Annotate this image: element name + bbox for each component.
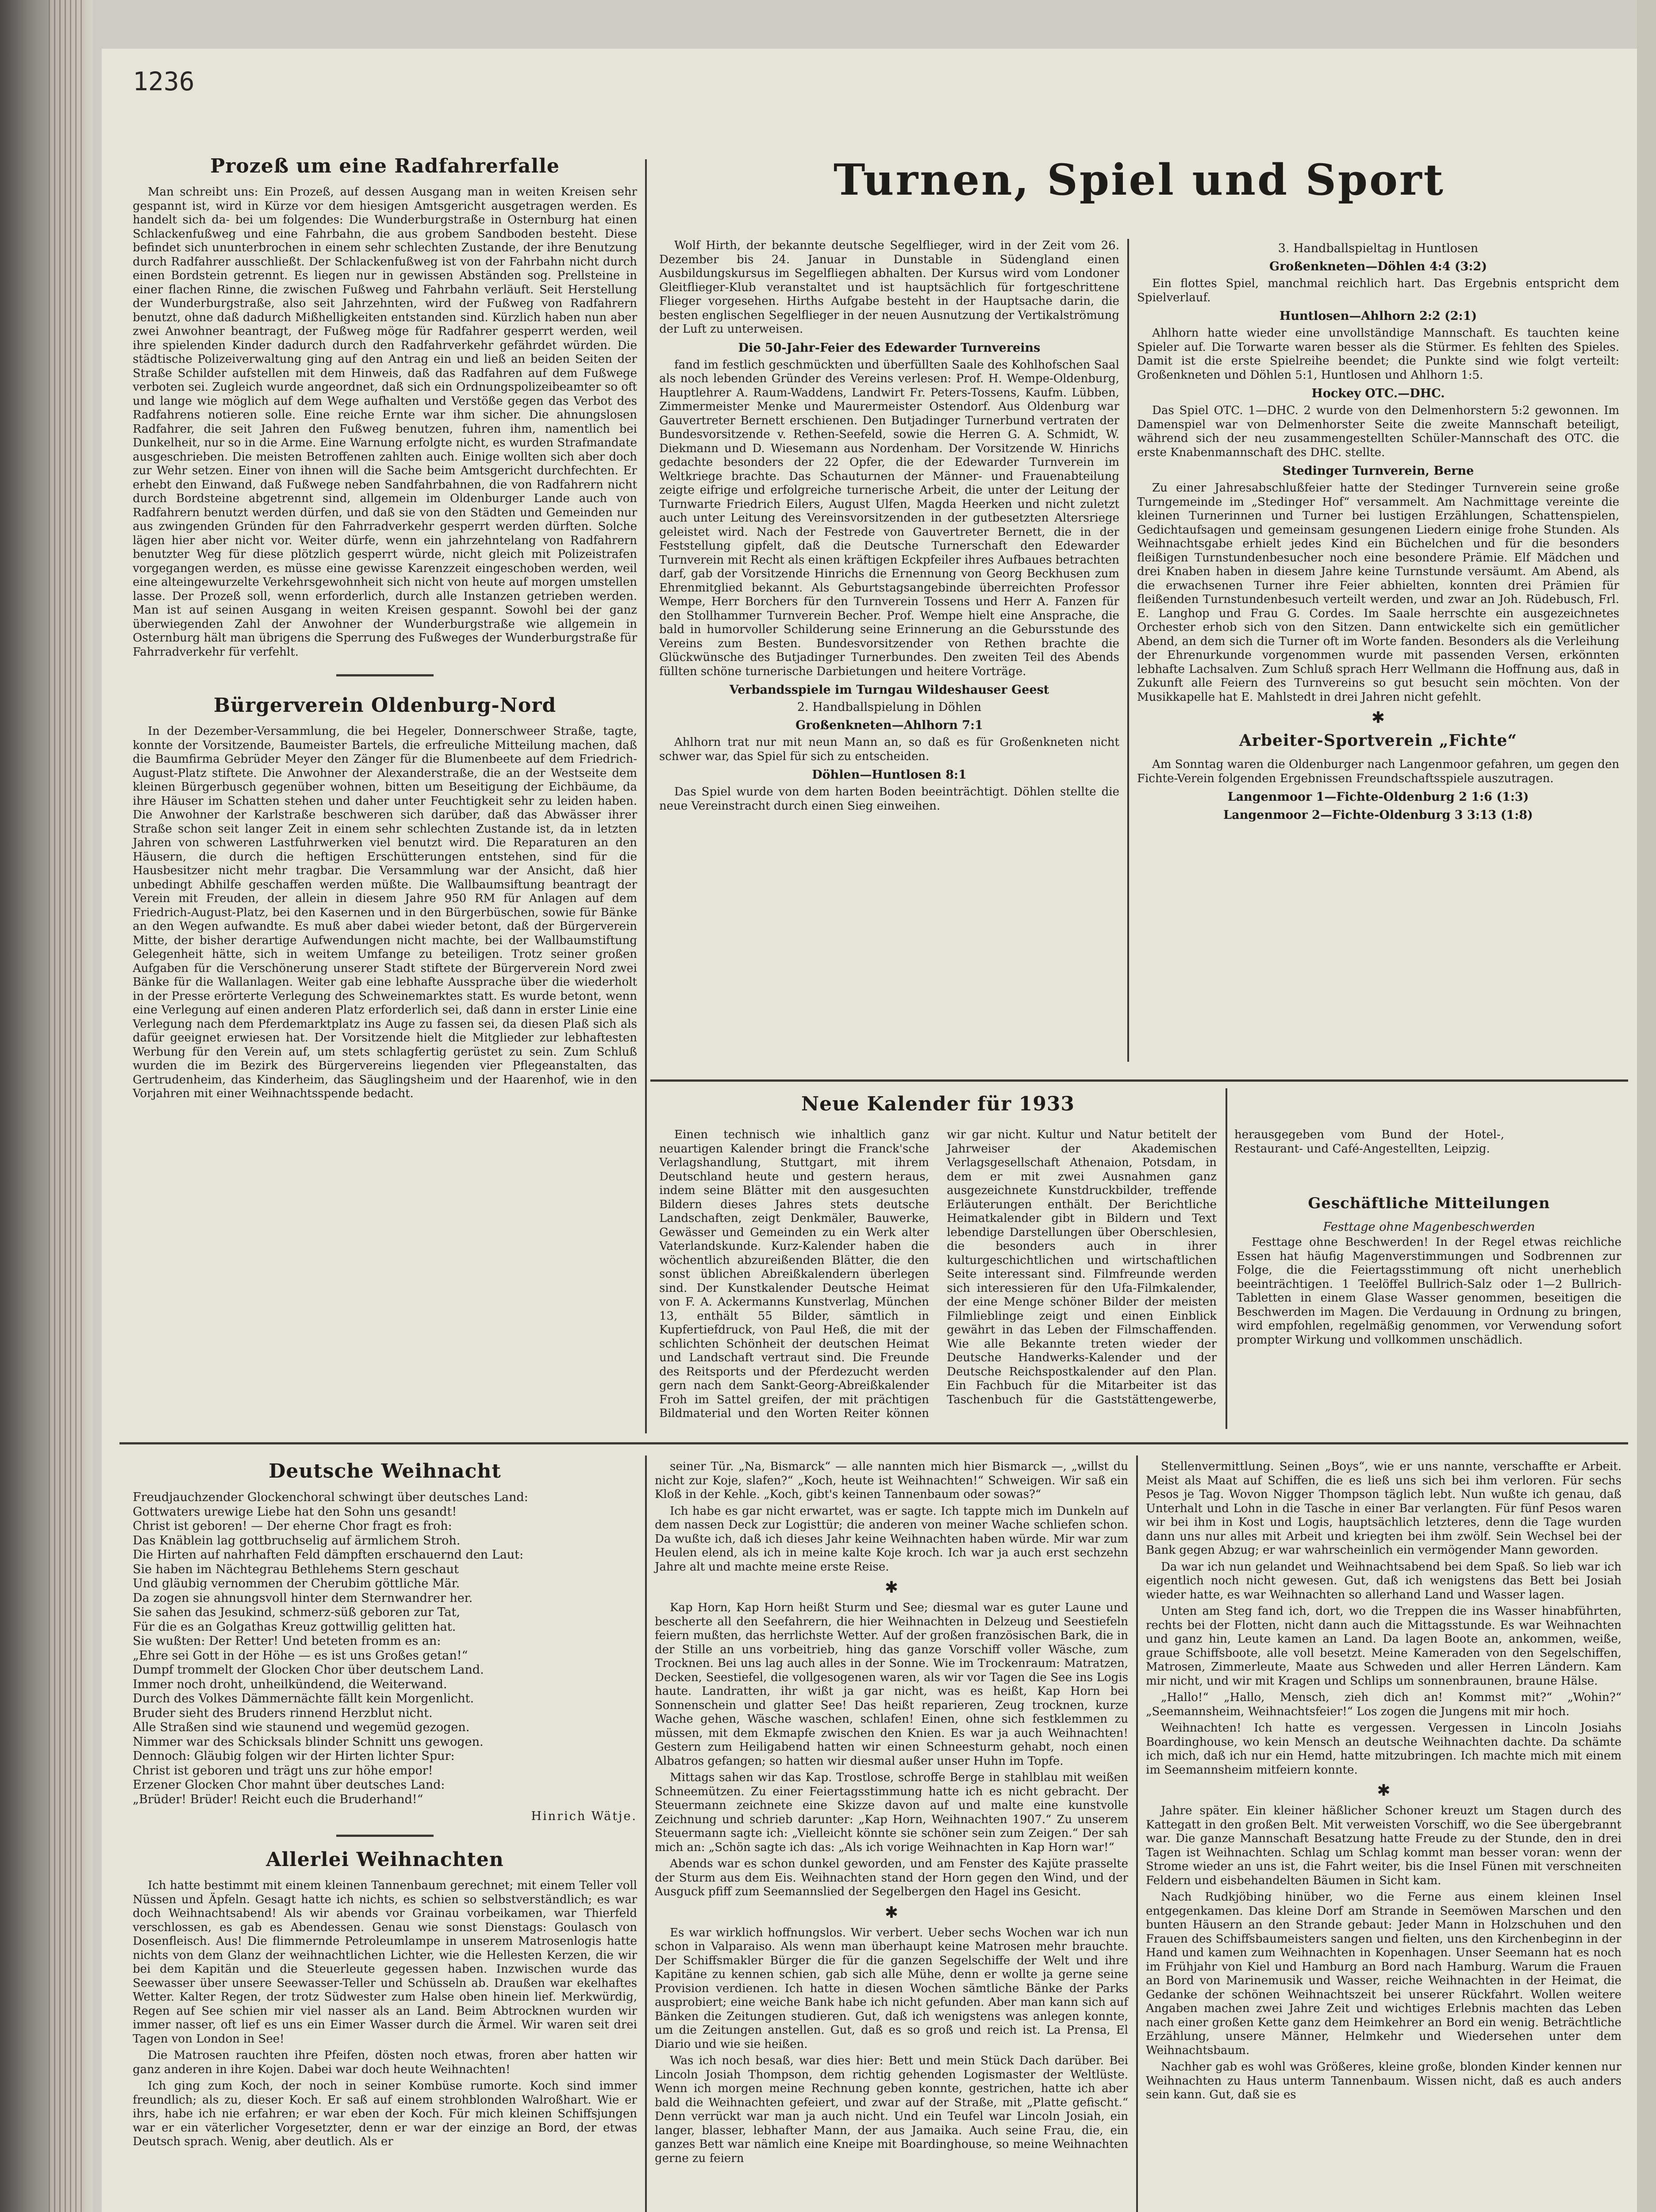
article-hirth: Wolf Hirth, der bekannte deutsche Segelflieger, wird in der Zeit vom 26. Dezember bis 24. Januar in Dunstable in Südengland einen Ausbildungskursus im Segelfliegen abhalten. Der Kursus wird vom Londoner Gleitflieger-Klub veranstaltet und ist hauptsächlich für fortgeschrittene Flieger vorgesehen. Hirths Aufgabe besteht in der Hauptsache darin, die besten englischen Segelflieger in der neuen Ausnutzung der Vertikalströmung der Luft zu unterweisen. — [659, 239, 1119, 336]
headline-prozess: Prozeß um eine Radfahrerfalle — [210, 155, 560, 177]
column-sport-b — [1137, 239, 1619, 1079]
poem-line: „Brüder! Brüder! Reicht euch die Bruderhand!“ — [133, 1792, 423, 1806]
divider — [336, 674, 434, 676]
headline-weihnacht: Deutsche Weihnacht — [269, 1460, 501, 1482]
report-3: Ein flottes Spiel, manchmal reichlich hart. Das Ergebnis entspricht dem Spielverlauf. — [1137, 277, 1619, 304]
poem-line: Gottwaters urewige Liebe hat den Sohn uns gesandt! — [133, 1505, 457, 1519]
story-paragraph: Abends war es schon dunkel geworden, und am Fenster des Kajüte prasselte der Sturm aus dem Eis. Weihnachten stand der Horn gegen den Wind, und der Ausguck pfiff zum Seemannslied der Segelbergen den Hagel ins Gesicht. — [655, 1857, 1128, 1898]
story-paragraph: Nach Rudkjöbing hinüber, wo die Ferne aus einem kleinen Insel entgegenkamen. Das kleine Dorf am Strande in Seemöwen Marschen und den bunten Häusern an den Strande gebaut: Jeder Mann in Holzschuhen und den Frauen des Schiffsbaumeisters sangen und fielten, uns den Kirchenbeginn in der Hand und kamen zum Weihnachten in Kopenhagen. Unser Seemann hat es noch im Frühjahr von Kiel und Hamburg an Bord nach Hamburg. Warum die Frauen an Bord von Marinemusik und Wasser, reiche Weihnachten in der Heimat, die Gedanke der schönen Weihnachtszeit bei unserer Rückfahrt. Wollen weitere Angaben machen zwei Jahre Zeit und wichtiges Erlebnis machten das Leben nach einer großen Kette ganz dem Heimkehrer an Bord ein wenig. Beträchtliche Erzählung, unsere Männer, Helmkehr und Wiedersehen unter dem Weihnachtsbaum. — [1146, 1890, 1621, 2057]
article-stedinger: Zu einer Jahresabschlußfeier hatte der Stedinger Turnverein seine große Turngemeinde im „Stedinger Hof“ versammelt. Am Nachmittage vereinte die kleinen Turnerinnen und Turner bei lustigen Erzählungen, Schattenspielen, Gedichtaufsagen und gemeinsam gesungenen Liedern einige frohe Stunden. Als Weihnachtsgabe erhielt jedes Kind ein Büchelchen und für die besonders fleißigen Turnstundenbesucher noch eine besondere Prämie. Elf Mädchen und drei Knaben haben in diesem Jahre keine Turnstunde versäumt. Am Abend, als die erwachsenen Turner ihre Feier abhielten, konnten drei Prämien für fleißenden Turnstundenbesuch verteilt werden, und zwar an Joh. Rüdebusch, Frl. E. Langhop und Frau G. Cordes. Im Saale herrschte ein ausgezeichnetes Orchester erhob sich von den Sitzen. Dann entwickelte sich ein gemütlicher Abend, an dem sich die Turner oft im Worte fanden. Besonders als die Verleihung der Ehrenurkunde vorgenommen wurde mit passenden Versen, erkönnten lebhafte Lachsalven. Zum Schluß sprach Herr Wellmann die Hoffnung aus, daß in Zukunft alle Feiern des Turnvereins so gut besucht sein möchten. Von der Musikkapelle hat E. Mahlstedt in drei Jahren nicht gefehlt. — [1137, 481, 1619, 704]
divider — [336, 1835, 434, 1837]
poem-line: Das Knäblein lag gottbruchselig auf ärmlichem Stroh. — [133, 1533, 461, 1548]
poem-line: Erzener Glocken Chor mahnt über deutsches Land: — [133, 1778, 445, 1792]
article-prozess: Man schreibt uns: Ein Prozeß, auf dessen Ausgang man in weiten Kreisen sehr gespannt ist, wird in Kürze vor dem hiesigen Amtsgericht ausgetragen werden. Es handelt sich da- bei um folgendes: Die Wunderburgstraße in Osternburg hat einen Schlackenfußweg und eine Fahrbahn, die aus grobem Sandboden besteht. Diese befindet sich ununterbrochen in einem sehr schlechten Zustande, der ihre Benutzung durch Radfahrer ausschließt. Der Schlackenfußweg ist von der Fahrbahn nicht durch einen Bordstein getrennt. Es liegen nur in gewissen Abständen sog. Prellsteine in einer flachen Rinne, die zwischen Fußweg und Fahrbahn verläuft. Seit Herstellung der Wunderburgstraße, also seit Jahrzehnten, wird der Fußweg von Radfahrern benutzt, ohne daß dadurch Mißhelligkeiten entstanden sind. Kürzlich haben nun aber zwei Anwohner beantragt, der Fußweg möge für Radfahrer gesperrt werden, weil ihre spielenden Kinder dadurch durch den Radfahrverkehr gefährdet würden. Die städtische Polizeiverwaltung ging auf den Antrag ein und ließ an beiden Seiten der Straße Schilder aufstellen mit dem Hinweis, daß das Radfahren auf dem Fußwege verboten sei. Zugleich wurde angeordnet, daß sich ein Ordnungspolizeibeamter so oft und lange wie möglich auf dem Wege aufhalten und Verstöße gegen das Verbot des Radfahrens notieren solle. Eine reiche Ernte war ihm sicher. Die ahnungslosen Radfahrer, die seit Jahren den Fußweg benutzen, fuhren ihm, namentlich bei Dunkelheit, nur so in die Arme. Eine Warnung erfolgte nicht, es wurden Strafmandate ausgeschrieben. Die meisten Betroffenen zahlten auch. Einige wollten sich aber doch zur Wehr setzen. Einer von ihnen will die Sache beim Amtsgericht durchfechten. Er erhebt den Einwand, daß Fußwege neben Sandfahrbahnen, die von Radfahrern nicht durch Bordsteine abgetrennt sind, allgemein im Oldenburger Lande auch von Radfahrern benutzt werden dürfen, und daß sie von den Städten und Gemeinden nur aus zwingenden Gründen für den Fahrradverkehr gesperrt werden dürften. Solche lägen hier aber nicht vor. Weiter dürfe, wenn ein jahrzehntelang von Radfahrern benutzter Weg für diese plötzlich gesperrt würde, nicht gleich mit Polizeistrafen vorgegangen werden, es müsse eine gewisse Karenzzeit eingeschoben werden, weil eine alteingewurzelte Verkehrsgewohnheit sich nicht von heute auf morgen umstellen lasse. Der Prozeß soll, wenn erforderlich, durch alle Instanzen getrieben werden. Man ist auf seinen Ausgang in weiten Kreisen gespannt. Sowohl bei der ganz überwiegenden Zahl der Anwohner der Wunderburgstraße wie allgemein in Osternburg hält man übrigens die Sperrung des Fußweges der Wunderburgstraße für Fahrradverkehr für verfehlt. — [133, 185, 637, 659]
poem-line: Alle Straßen sind wie staunend und wegemüd gezogen. — [133, 1720, 470, 1734]
subhead-fichte: Arbeiter-Sportverein „Fichte“ — [1239, 731, 1518, 750]
subhead-edewarder: Die 50-Jahr-Feier des Edewarder Turnvereins — [738, 341, 1041, 355]
headline-mitteilungen: Geschäftliche Mitteilungen — [1308, 1194, 1550, 1212]
column-rule — [1226, 1088, 1227, 1429]
story-paragraph: Es war wirklich hoffnungslos. Wir verbert. Ueber sechs Wochen war ich nun schon in Valparaiso. Als wenn man überhaupt keine Matrosen mehr brauchte. Der Schiffsmakler Bürger die für die ganzen Segelschiffe der Welt und ihre Kapitäne zu kennen schien, gab sich alle Mühe, denn er wollte ja gerne seine Provision verdienen. Ich hatte in diesen Wochen sämtliche Bänke der Parks ausprobiert; eine weiche Bank habe ich nicht gefunden. Aber man kann sich auf Bänken die Zeitungen studieren. Gut, daß ich wenigstens was anlegen konnte, um die Zeitungen anstellen. Gut, daß es so groß und reich ist. La Prensa, El Diario und wie sie heißen. — [655, 1926, 1128, 2051]
poem-line: Die Hirten auf nahrhaften Feld dämpften erschauernd den Laut: — [133, 1548, 524, 1562]
column-bottom-middle — [655, 1460, 1128, 2212]
poem-author: Hinrich Wätje. — [531, 1809, 637, 1823]
poem-line: Freudjauchzender Glockenchoral schwingt über deutsches Land: — [133, 1490, 528, 1504]
asterisk-divider: ✱ — [1377, 1782, 1391, 1800]
page-edges — [49, 0, 84, 2212]
story-paragraph: Stellenvermittlung. Seinen „Boys“, wie er uns nannte, verschaffte er Arbeit. Meist als Maat auf Schiffen, die es ließ uns sich bei ihm verloren. Für sechs Pesos je Tag. Wovon Nigger Thompson täglich lebt. Nun wußte ich genau, daß Unterhalt und Lohn in die Tasche in einer Bar verlangten. Für fünf Pesos waren wir bei ihm in Kost und Logis, hauptsächlich letzteres, denn die Tage wurden dann uns nur alles mit Arbeit und kriegten bei ihm zwölf. Sein Wechsel bei der Bank gegen Abzug; er war wahrscheinlich ein vermögender Mann geworden. — [1146, 1460, 1621, 1557]
result-fichte-1: Langenmoor 1—Fichte-Oldenburg 2 1:6 (1:3) — [1227, 790, 1529, 804]
story-paragraph: Nachher gab es wohl was Größeres, kleine große, blonden Kinder kennen nur Weihnachten zu Haus unterm Tannenbaum. Wissen nicht, daß es auch anders sein kann. Gut, daß sie es — [1146, 2060, 1621, 2101]
story-paragraph: Unten am Steg fand ich, dort, wo die Treppen die ins Wasser hinabführten, rechts bei der Flotten, nicht dann auch die Mittagsstunde. Es war Weihnachten und ganz hin, Leute kamen an Land. Da lagen Boote an, ankommen, weiße, graue Schiffsboote, alle voll besetzt. Meine Kameraden von den Segelschiffen, Matrosen, Zimmerleute, Maate aus Schweden und aller Herren Ländern. Kam mir nicht, und wir mit Kragen und Schlips um sonnenbraunen, braune Hälse. — [1146, 1605, 1621, 1688]
result-hockey: Hockey OTC.—DHC. — [1311, 387, 1445, 400]
horizontal-rule — [650, 1079, 1628, 1082]
result-3: Großenkneten—Döhlen 4:4 (3:2) — [1269, 260, 1487, 273]
poem-line: Dumpf trommelt der Glocken Chor über deutschem Land. — [133, 1663, 484, 1677]
poem-line: „Ehre sei Gott in der Höhe — es ist uns Großes getan!“ — [133, 1648, 468, 1663]
asterisk-divider: ✱ — [884, 1578, 899, 1597]
column-sport-a — [659, 239, 1119, 1079]
right-edge — [1637, 0, 1656, 2212]
column-left-top — [133, 155, 637, 1460]
column-rule — [645, 159, 647, 1433]
subhead-huntlosen: 3. Handballspieltag in Huntlosen — [1278, 242, 1479, 255]
poem-line: Christ ist geboren! — Der eherne Chor fragt es froh: — [133, 1519, 452, 1533]
result-2: Döhlen—Huntlosen 8:1 — [812, 768, 967, 782]
subhead-verbandsspiele: Verbandsspiele im Turngau Wildeshauser Geest — [729, 683, 1049, 697]
asterisk-divider: ✱ — [884, 1903, 899, 1922]
poem-line: Sie sahen das Jesukind, schmerz-süß geboren zur Tat, — [133, 1605, 460, 1619]
article-kalender: Einen technisch wie inhaltlich ganz neuartigen Kalender bringt die Franck'sche Verlagshandlung, Stuttgart, mit ihrem Deutschland heute und gestern heraus, indem seine Blätter mit den ausgesuchten Bildern dieses Jahres stets deutsche Landschaften, zeigt Denkmäler, Bauwerke, Gewässer und Gemeinden zu ein Werk alter Vaterlandskunde. Kurz-Kalender haben die wöchentlich abzureißenden Blätter, die den sonst üblichen Abreißkalendern überlegen sind. Der Kunstkalender Deutsche Heimat von F. A. Ackermanns Kunstverlag, München 13, enthält 55 Bilder, sämtlich in Kupfertiefdruck, von Paul Heß, die mit der schlichten Schönheit der deutschen Heimat und Landschaft vertraut sind. Die Freunde des Reitsports und der Pferdezucht werden gern nach dem Sankt-Georg-Abreißkalender Froh im Sattel greifen, der mit prächtigen Bildmaterial und den Worten Reiter können wir gar nicht. Kultur und Natur betitelt der Jahrweiser der Akademischen Verlagsgesellschaft Athenaion, Potsdam, in dem er mit zwei Ausnahmen ganz ausgezeichnete Kunstdruckbilder, treffende Erläuterungen enthält. Der Berichtliche Heimatkalender gibt in Bildern und Text lebendige Darstellungen über Oberschlesien, die besonders auch in ihrer kulturgeschichtlichen und wirtschaftlichen Seite interessant sind. Filmfreunde werden sich interessieren für den Ufa-Filmkalender, der eine Menge schöner Bilder der meisten Filmlieblinge zeigt und einen Einblick gewährt in das Leben der Filmschaffenden. Wie alle Bekannte treten wieder der Deutsche Handwerks-Kalender und der Deutsche Reichspostkalender auf den Plan. Ein Fachbuch für die Mitarbeiter ist das Taschenbuch für die Gaststättengewerbe, herausgegeben vom Bund der Hotel-, Restaurant- und Café-Angestellten, Leipzig. — [659, 1128, 1504, 1420]
story-paragraph: Die Matrosen rauchten ihre Pfeifen, dösten noch etwas, froren aber hatten wir ganz anderen in ihre Kojen. Dabei war doch heute Weihnachten! — [133, 2049, 637, 2076]
article-mitteilungen: Festtage ohne Beschwerden! In der Regel etwas reichliche Essen hat häufig Magenverstimmungen und Sodbrennen zur Folge, die die Feiertagsstimmung oft nicht unerheblich beeinträchtigen. 1 Teelöffel Bullrich-Salz oder 1—2 Bullrich-Tabletten in einem Glase Wasser genommen, beseitigen die Beschwerden im Magen. Die Verdauung in Ordnung zu bringen, wird empfohlen, regelmäßig genommen, vor Verwendung sofort prompter Wirkung und vollkommen unschädlich. — [1237, 1236, 1621, 1347]
asterisk-divider: ✱ — [1371, 709, 1385, 727]
report-4: Ahlhorn hatte wieder eine unvollständige Mannschaft. Es tauchten keine Spieler auf. Die Torwarte waren besser als die Stürmer. Es fehlten des Spieles. Damit ist die erste Spielreihe beendet; die Punkte sind wie folgt verteilt: Großenkneten und Döhlen 5:1, Huntlosen und Ahlhorn 1:5. — [1137, 326, 1619, 382]
story-paragraph: Jahre später. Ein kleiner häßlicher Schoner kreuzt um Stagen durch des Kattegatt in den großen Belt. Mit verweisten Vorschiff, wo die See übergebrannt war. Die ganze Mannschaft Besatzung hatte Freude zu der Stunde, den in drei Tagen ist Weihnachten. Schlag um Schlag kommt man besser voran: wenn der Strome wieder an uns ist, die Fahrt weiter, bis die Insel Fünen mit verschneiten Feldern und eisbehandelten Bäumen in Sicht kam. — [1146, 1804, 1621, 1887]
horizontal-rule — [119, 1442, 1628, 1444]
poem — [133, 1490, 637, 1807]
poem-line: Durch des Volkes Dämmernächte fällt kein Morgenlicht. — [133, 1692, 474, 1705]
article-fichte: Am Sonntag waren die Oldenburger nach Langenmoor gefahren, um gegen den Fichte-Verein folgenden Ergebnissen Freundschaftsspiele auszutragen. — [1137, 758, 1619, 785]
section-headline-sport: Turnen, Spiel und Sport — [834, 155, 1445, 205]
poem-line: Und gläubig vernommen der Cherubim göttliche Mär. — [133, 1577, 460, 1590]
story-paragraph: Mittags sahen wir das Kap. Trostlose, schroffe Berge in stahlblau mit weißen Schneemützen. Zu einer Feiertagsstimmung hatte ich es nicht gebracht. Der Steuermann zeichnete eine Skizze davon auf und malte eine kunstvolle Zeichnung und schrieb darunter: „Kap Horn, Weihnachten 1907.“ Zu unserem Steuermann sagte ich: „Vielleicht könnte sie schöner sein zum Zeigen.“ Der sah mich an: „Schön sagte ich das: „Als ich vorige Weihnachten in Kap Horn war!“ — [655, 1771, 1128, 1854]
story-paragraph: Weihnachten! Ich hatte es vergessen. Vergessen in Lincoln Josiahs Boardinghouse, wo kein Mensch an deutsche Weihnachten dachte. Da schämte ich mich, daß ich nur ein Hemd, hatte mitzubringen. Ich machte mich mit einem im Seemannsheim mitfeiern konnte. — [1146, 1721, 1621, 1777]
story-paragraph: seiner Tür. „Na, Bismarck“ — alle nannten mich hier Bismarck —, „willst du nicht zur Koje, slafen?“ „Koch, heute ist Weihnachten!“ Schweigen. Wir saß ein Kloß in der Kehle. „Koch, gibt's keinen Tannenbaum oder sowas?“ — [655, 1460, 1128, 1501]
subhead-festtage: Festtage ohne Magenbeschwerden — [1323, 1220, 1535, 1234]
poem-line: Dennoch: Gläubig folgen wir der Hirten lichter Spur: — [133, 1749, 455, 1763]
report-1: Ahlhorn trat nur mit neun Mann an, so daß es für Großenkneten nicht schwer war, das Spiel für sich zu entscheiden. — [659, 736, 1119, 763]
poem-line: Sie haben im Nächtegrau Bethlehems Stern geschaut — [133, 1562, 459, 1576]
story-paragraph: Ich habe es gar nicht erwartet, was er sagte. Ich tappte mich im Dunkeln auf dem nassen Deck zur Logisttür; die anderen von meiner Wache schliefen schon. Da wußte ich, daß ich dieses Jahr keine Weihnachten haben würde. Mir war zum Heulen elend, als ich in meine kalte Koje kroch. Ich war ja auch erst sechzehn Jahre alt und machte meine erste Reise. — [655, 1504, 1128, 1574]
poem-line: Sie wußten: Der Retter! Und beteten fromm es an: — [133, 1634, 441, 1648]
report-2: Das Spiel wurde von dem harten Boden beeinträchtigt. Döhlen stellte die neue Vereinstracht durch einen Sieg einweihen. — [659, 785, 1119, 813]
article-edewarder: fand im festlich geschmückten und überfüllten Saale des Kohlhofschen Saal als noch lebenden Gründer des Vereins verlesen: Prof. H. Wempe-Oldenburg, Hauptlehrer A. Raum-Waddens, Landwirt Fr. Peters-Tossens, Kaufm. Lübben, Zimmermeister Menke und Maurermeister Ostendorf. Aus Oldenburg war Gauvertreter Bernett erschienen. Den Butjadinger Turnerbund vertraten der Bundesvorsitzende v. Rethen-Seefeld, sowie die Herren G. A. Schmidt, W. Diekmann und D. Wiesemann aus Nordenham. Der Vorsitzende W. Hinrichs gedachte besonders der 22 Opfer, die der Edewarder Turnverein im Weltkriege brachte. Das Schauturnen der Männer- und Frauenabteilung zeigte eifrige und erfolgreiche turnerische Arbeit, die unter der Leitung der Turnwarte Friedrich Eilers, August Ulfen, Magda Heerken und nicht zuletzt auch unter Leitung des Vereinsvorsitzenden in der gutbesetzten Altersriege geleistet wird. Nach der Festrede von Gauvertreter Bernett, die in der Feststellung gipfelt, daß die Deutsche Turnerschaft den Edewarder Turnverein mit Recht als einen kräftigen Eckpfeiler ihres Aufbaues betrachten darf, gab der Vorsitzende Hinrichs die Ernennung von Georg Beckhusen zum Ehrenmitglied bekannt. Als Geburtstagsangebinde überreichten Professor Wempe, Herr Borchers für den Turnverein Tossens und Herr A. Fanzen für den Stollhammer Turnverein Becher. Prof. Wempe hielt eine Ansprache, die bald in humorvoller Schilderung seine Erinnerung an die Gebursstunde des Vereins zum Besten. Bundesvorsitzender von Rethen brachte die Glückwünsche des Butjadinger Turnerbundes. Den zweiten Teil des Abends füllten schöne turnerische Darbietungen und heitere Vorträge. — [659, 358, 1119, 678]
result-4: Huntlosen—Ahlhorn 2:2 (2:1) — [1279, 309, 1477, 323]
subhead-stedinger: Stedinger Turnverein, Berne — [1282, 464, 1474, 478]
story-paragraph: Ich hatte bestimmt mit einem kleinen Tannenbaum gerechnet; mit einem Teller voll Nüssen und Äpfeln. Gesagt hatte ich nichts, es schien so selbstverständlich; es war doch Weihnachtsabend! Als wir abends vor Grainau vorbeikamen, war Thierfeld verschlossen, es gab es Abendessen. Genau wie sonst Dienstags: Goulasch von Dosenfleisch. Aus! Die flimmernde Petroleumlampe in unserem Matrosenlogis hatte nichts von dem Glanz der weihnachtlichen Lichter, wie die Hellesten Kerzen, die wir bei dem Kapitän und die Steuerleute gegessen haben. Inzwischen wurde das Seewasser über unsere Seewasser-Teller und Schüsseln ab. Draußen war ekelhaftes Wetter. Kalter Regen, der trotz Südwester zum Halse oben hinein lief. Merkwürdig, Regen auf See schien mir viel nasser als an Land. Beim Abtrocknen wurden wir immer nasser, oft lief es uns ein Eimer Wasser durch die Ärmel. Wir waren seit drei Tagen von London in See! — [133, 1879, 637, 2046]
column-mitteilungen — [1237, 1093, 1621, 1429]
poem-line: Da zogen sie ahnungsvoll hinter dem Sternwandrer her. — [133, 1591, 473, 1605]
story-paragraph: Was ich noch besaß, war dies hier: Bett und mein Stück Dach darüber. Bei Lincoln Josiah Thompson, dem richtig gehenden Logismaster der Weltlüste. Wenn ich morgen meine Rechnung geben konnte, gestrichen, hatte ich aber bald die Weihnachten gefeiert, und zwar auf der Straße, mit „Platte gefischt.“ Denn verrückt war man ja auch nicht. Und ein Teufel war Lincoln Josiah, ein langer, blasser, lebhafter Mann, der aus Jamaika. Auch seine Frau, die, ein ganzes Bett war nämlich eine Kneipe mit Boardinghouse, so meine Weihnachten gerne zu feiern — [655, 2054, 1128, 2165]
poem-line: Nimmer war des Schicksals blinder Schnitt uns gewogen. — [133, 1735, 484, 1749]
story-paragraph: Ich ging zum Koch, der noch in seiner Kombüse rumorte. Koch sind immer freundlich; als zu, dieser Koch. Er saß auf einem strohblonden Walroßhart. Wie er ihrs, habe ich nie erfahren; er war eben der Koch. Für mich kleinen Schiffsjungen war er ein väterlicher Vorgesetzter, denn er war der einzige an Bord, der etwas Deutsch sprach. Wenig, aber deutlich. Als er — [133, 2079, 637, 2148]
column-bottom-right — [1146, 1460, 1621, 2212]
story-paragraph: Da war ich nun gelandet und Weihnachtsabend bei dem Spaß. So lieb war ich eigentlich noch nicht gewesen. Gut, daß ich wenigstens das Bett bei Josiah wieder hatte, es war Weihnachten so allerhand Land und Wasser lagen. — [1146, 1560, 1621, 1601]
headline-buergerverein: Bürgerverein Oldenburg-Nord — [213, 694, 557, 717]
report-hockey: Das Spiel OTC. 1—DHC. 2 wurde von den Delmenhorstern 5:2 gewonnen. Im Damenspiel war von Delmenhorster Seite die zweite Mannschaft beteiligt, während sich der neu zusammengestellten Schüler-Mannschaft des OTC. die erste Knabenmannschaft des DHC. stellte. — [1137, 404, 1619, 459]
newspaper-page — [102, 49, 1637, 2212]
page-number: 1236 — [133, 66, 195, 96]
result-fichte-2: Langenmoor 2—Fichte-Oldenburg 3 3:13 (1:8) — [1223, 808, 1533, 822]
column-rule — [1127, 239, 1129, 1062]
headline-allerlei: Allerlei Weihnachten — [266, 1848, 504, 1871]
column-bottom-left — [133, 1460, 637, 2212]
column-rule — [1136, 1455, 1138, 2212]
poem-line: Christ ist geboren und trägt uns zur höhe empor! — [133, 1763, 433, 1778]
result-1: Großenkneten—Ahlhorn 7:1 — [795, 718, 983, 732]
subhead-handball: 2. Handballspielung in Döhlen — [797, 700, 982, 714]
poem-line: Bruder sieht des Bruders rinnend Herzblut nicht. — [133, 1706, 433, 1720]
article-buergerverein: In der Dezember-Versammlung, die bei Hegeler, Donnerschweer Straße, tagte, konnte der Vorsitzende, Baumeister Bartels, die erfreuliche Mitteilung machen, daß die Baumfirma Gebrüder Meyer den Zänger für die Blumenbeete auf dem Friedrich-August-Platz stiftete. Die Anwohner der Alexanderstraße, die an der Westseite dem kleinen Bürgerbusch gegenüber wohnen, bitten um Beseitigung der Eichbäume, da ihre Häuser im Schatten stehen und daher unter Feuchtigkeit sehr zu leiden haben. Die Anwohner der Karlstraße beschweren sich darüber, daß das Abwässer ihrer Straße schon seit langer Zeit in einem sehr schlechten Zustande ist, da in letzten Jahren von schweren Lastfuhrwerken viel benutzt wird. Die Reparaturen an den Häusern, die durch die heftigen Erschütterungen entstehen, sind für die Hausbesitzer nicht mehr tragbar. Die Versammlung war der Ansicht, daß hier unbedingt Abhilfe geschaffen werden müßte. Die Wallbaumsiftung beantragt der Verein mit Freuden, der allein in diesem Jahre 950 RM für Anlagen auf dem Friedrich-August-Platz, bei den Kasernen und in den Bürgerbüschen, sowie für Bänke an den Wegen aufwandte. Es muß aber dabei wieder betont, daß der Bürgerverein Mitte, der bisher derartige Aufwendungen nicht machte, bei der Wallbaumstiftung Gelegenheit hätte, sich in weitem Umfange zu beteiligen. Trotz seiner großen Aufgaben für die Verschönerung unserer Stadt stiftete der Bürgerverein Nord zwei Bänke für die Wallanlagen. Weiter gab eine lebhafte Aussprache über die wiederholt in der Presse erörterte Verlegung des Schweinemarktes statt. Es wurde betont, wenn eine Verlegung auf einen anderen Platz erforderlich sei, daß dann in erster Linie eine Verlegung nach dem Pferdemarktplatz ins Auge zu fassen sei, da diesen Plaß sich als dafür geeignet erwiesen hat. Der Vorsitzende hielt die Mitglieder zur lebhaftesten Werbung für den Verein auf, um stets schlagfertig gerüstet zu sein. Zum Schluß wurden die im Bezirk des Bürgervereins liegenden vier Pflegeanstalten, das Gertrudenheim, das Kinderheim, das Säuglingsheim und der Haarenhof, wie in den Vorjahren mit einer Weihnachtsspende bedacht. — [133, 725, 637, 1100]
poem-line: Immer noch droht, unheilkündend, die Weiterwand. — [133, 1677, 447, 1691]
story-paragraph: „Hallo!“ „Hallo, Mensch, zieh dich an! Kommst mit?“ „Wohin?“ „Seemannsheim, Weihnachtsfeier!“ Los zogen die Jungens mit mir hoch. — [1146, 1691, 1621, 1718]
story-paragraph: Kap Horn, Kap Horn heißt Sturm und See; diesmal war es guter Laune und bescherte all den Seefahrern, die hier Weihnachten in Delzeug und Seestiefeln feiern mußten, das herrlichste Wetter. Auf der großen französischen Bark, die in der Stille an uns vorbeitrieb, hing das ganze Vorschiff voller Wäsche, zum Trocknen. Bei uns lag auch alles in der Sonne. Wie im Trockenraum: Matratzen, Decken, Seestiefel, die vollgesogenen waren, als wir vor Tagen die See ins Logis haute. Landratten, ihr wißt ja gar nicht, was es heißt, Kap Horn bei Sonnenschein und glatter See! Das heißt reparieren, Zeug trocknen, kurze Wache gehen, Wäsche waschen, schlafen! Einen, ohne sich festklemmen zu müssen, mit dem Ekmapfe zwischen den Knien. Es war ja auch Weihnachten! Gestern zum Heiligabend hatten wir einen Schneesturm gehabt, noch einen Albatros gefangen; so hatten wir diesmal außer unser Huhn im Topfe. — [655, 1601, 1128, 1768]
poem-line: Für die es an Golgathas Kreuz gottwillig gelitten hat. — [133, 1620, 456, 1634]
column-rule — [645, 1455, 647, 2212]
headline-kalender: Neue Kalender für 1933 — [801, 1093, 1075, 1115]
